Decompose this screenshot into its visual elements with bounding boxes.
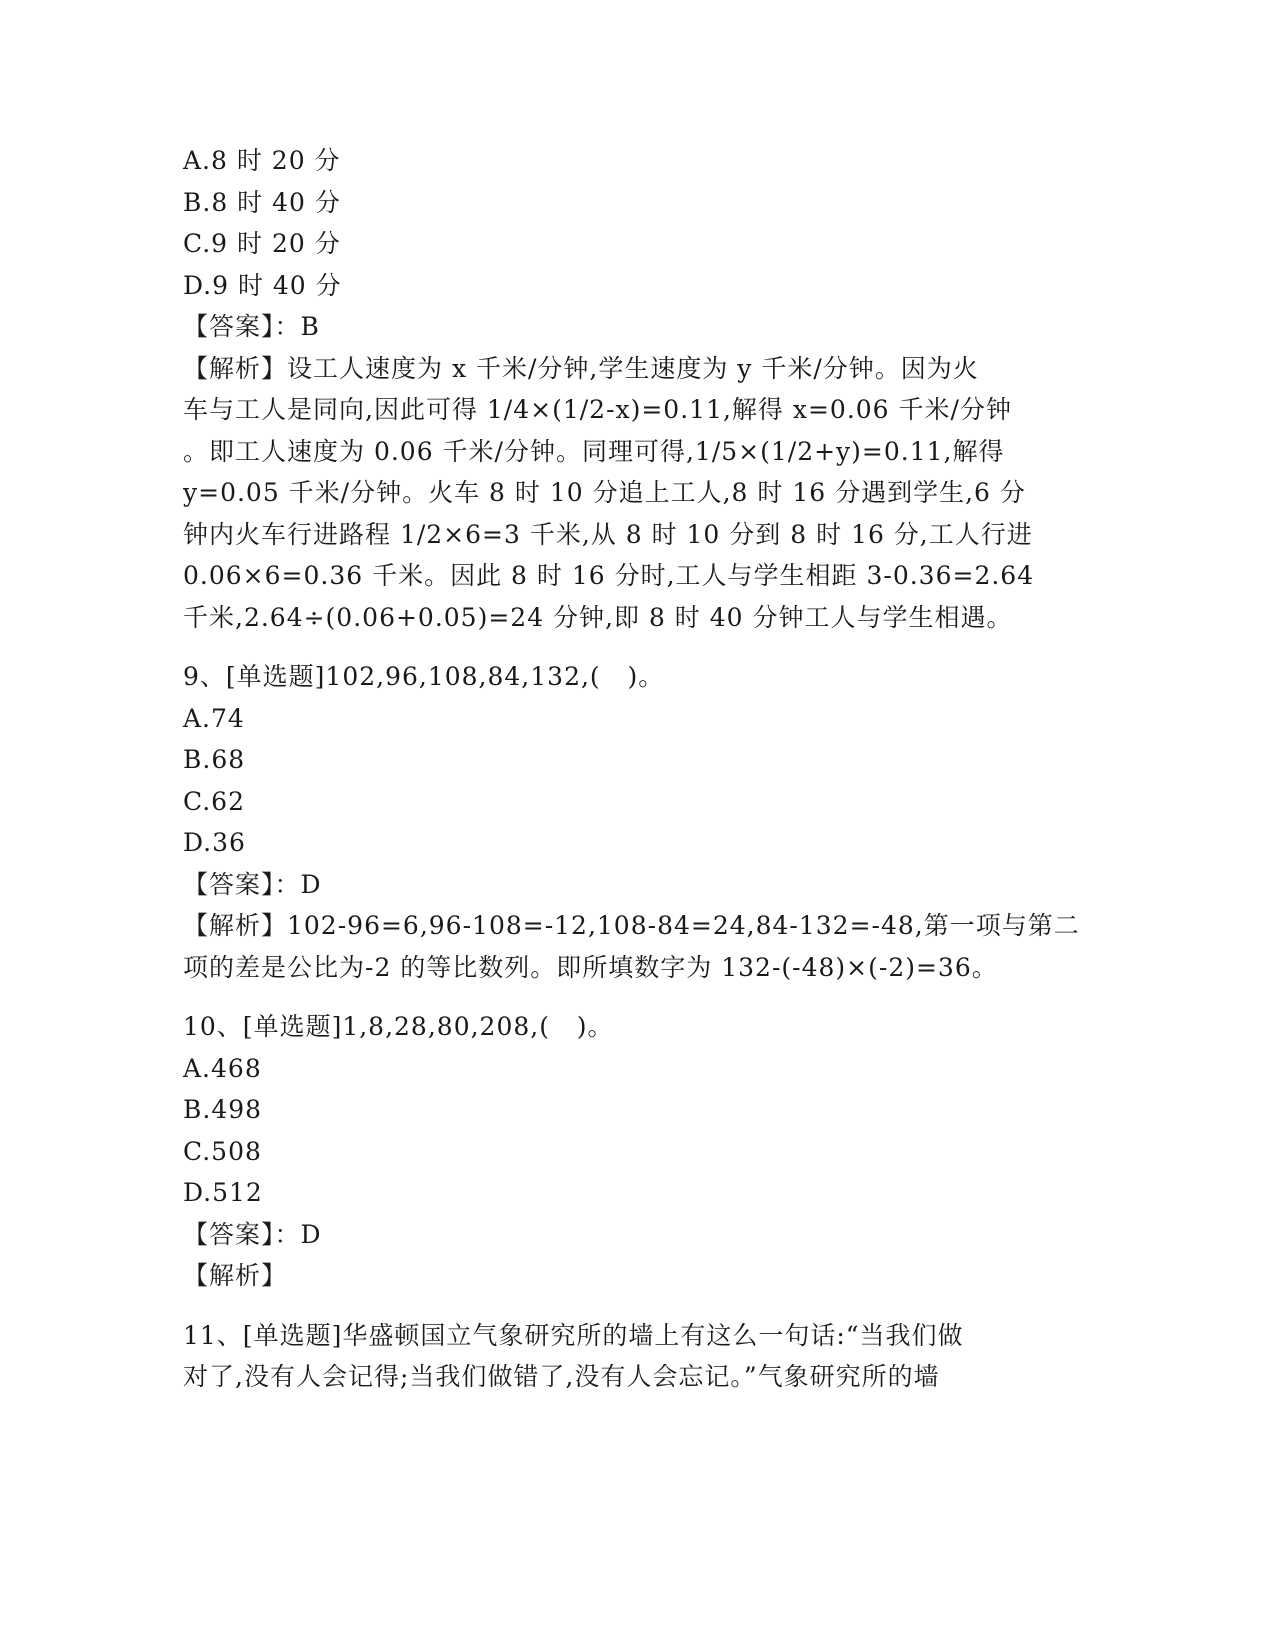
- option-b: B.498: [183, 1095, 263, 1124]
- option-a: A.468: [183, 1053, 262, 1083]
- question-9: [183, 656, 1083, 988]
- analysis-line: 车与工人是同向,因此可得 1/4×(1/2-x)=0.11,解得 x=0.06 千米/分钟: [183, 395, 1012, 424]
- option-d: D.36: [183, 828, 246, 857]
- analysis-line: y=0.05 千米/分钟。火车 8 时 10 分追上工人,8 时 16 分遇到学生,6 分: [183, 478, 1026, 507]
- question-8-continued: [183, 140, 1083, 638]
- analysis-label: 【解析】: [183, 1261, 288, 1290]
- analysis-line: 【解析】102-96=6,96-108=-12,108-84=24,84-132=-48,第一项与第二: [183, 911, 1080, 940]
- option-d: D.512: [183, 1178, 263, 1207]
- option-b: B.8 时 40 分: [183, 187, 341, 217]
- option-c: C.508: [183, 1136, 262, 1166]
- analysis-line: 项的差是公比为-2 的等比数列。即所填数字为 132-(-48)×(-2)=36。: [183, 952, 998, 982]
- analysis-line: 千米,2.64÷(0.06+0.05)=24 分钟,即 8 时 40 分钟工人与学生相遇。: [183, 602, 1013, 632]
- question-stem: 9、[单选题]102,96,108,84,132,( )。: [183, 662, 665, 691]
- question-11: [183, 1315, 1083, 1398]
- question-10: [183, 1006, 1083, 1297]
- option-a: A.74: [183, 703, 245, 733]
- analysis-line: 【解析】设工人速度为 x 千米/分钟,学生速度为 y 千米/分钟。因为火: [183, 353, 979, 383]
- question-stem-line: 11、[单选题]华盛顿国立气象研究所的墙上有这么一句话:“当我们做: [183, 1320, 964, 1350]
- analysis-line: 钟内火车行进路程 1/2×6=3 千米,从 8 时 10 分到 8 时 16 分,工人行进: [183, 519, 1033, 549]
- option-c: C.9 时 20 分: [183, 229, 341, 258]
- answer: 【答案】：D: [183, 869, 322, 899]
- option-a: A.8 时 20 分: [183, 146, 341, 175]
- analysis-line: 。即工人速度为 0.06 千米/分钟。同理可得,1/5×(1/2+y)=0.11,解得: [183, 436, 1005, 466]
- question-stem-line: 对了,没有人会记得;当我们做错了,没有人会忘记。”气象研究所的墙: [183, 1362, 940, 1391]
- option-d: D.9 时 40 分: [183, 270, 342, 300]
- option-b: B.68: [183, 745, 246, 774]
- analysis-line: 0.06×6=0.36 千米。因此 8 时 16 分时,工人与学生相距 3-0.36=2.64: [183, 561, 1035, 590]
- option-c: C.62: [183, 786, 245, 816]
- question-stem: 10、[单选题]1,8,28,80,208,( )。: [183, 1012, 614, 1041]
- document-page: [183, 140, 1083, 1398]
- answer: 【答案】：D: [183, 1219, 322, 1249]
- answer: 【答案】：B: [183, 312, 320, 341]
